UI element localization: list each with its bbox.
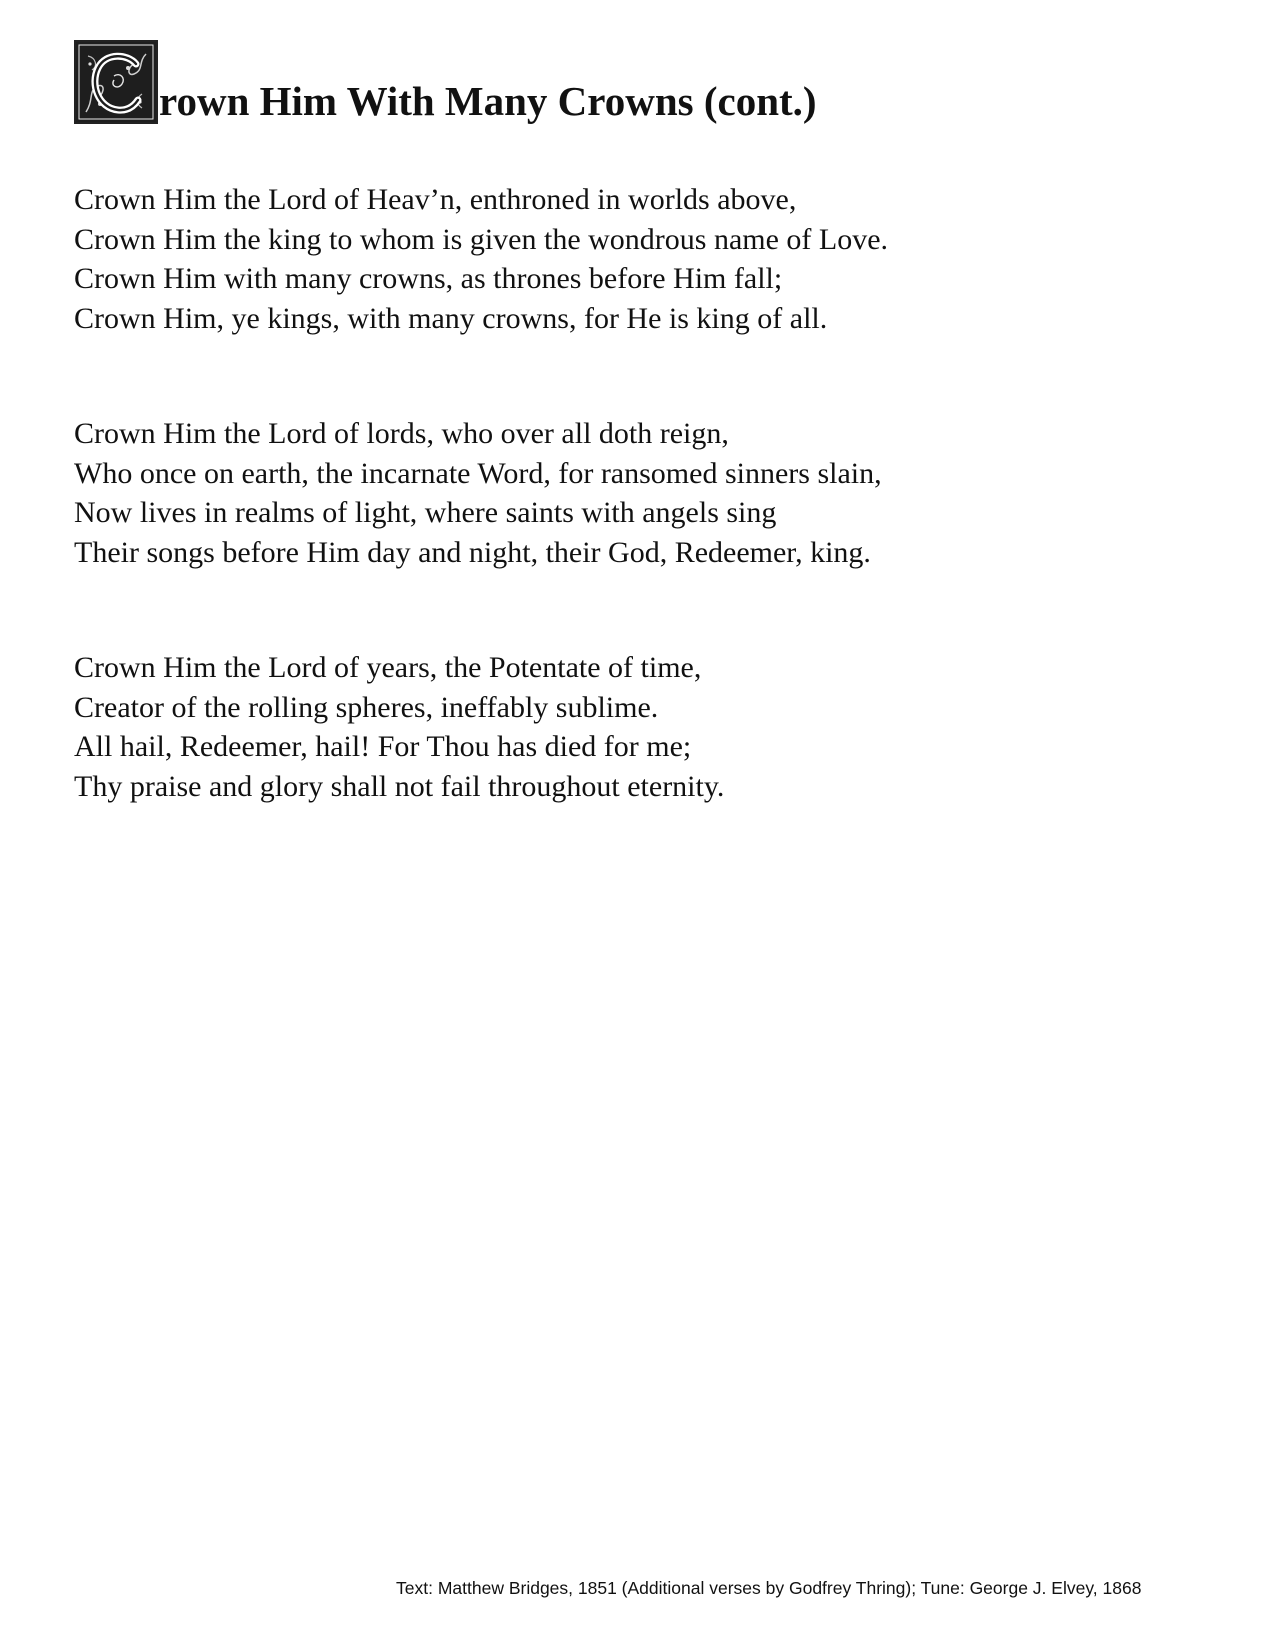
verse-line: Crown Him the Lord of years, the Potentate of time,: [74, 651, 702, 684]
title-text: rown Him With Many Crowns (cont.): [159, 78, 817, 124]
verse-line: Crown Him the Lord of Heav’n, enthroned in worlds above,: [74, 183, 797, 216]
verse-line: Crown Him, ye kings, with many crowns, for He is king of all.: [74, 301, 828, 335]
verse-line: Their songs before Him day and night, their God, Redeemer, king.: [74, 535, 871, 569]
ornamental-drop-cap-icon: [74, 40, 158, 124]
verse-line: All hail, Redeemer, hail! For Thou has died for me;: [74, 730, 692, 763]
stanza: [74, 648, 1174, 806]
verse-line: Now lives in realms of light, where saints with angels sing: [74, 496, 777, 529]
verse-line: Crown Him with many crowns, as thrones before Him fall;: [74, 262, 783, 295]
verse-line: Creator of the rolling spheres, ineffably sublime.: [74, 690, 659, 724]
stanza: [74, 180, 1174, 338]
stanza: [74, 414, 1174, 572]
credit-line: Text: Matthew Bridges, 1851 (Additional verses by Godfrey Thring); Tune: George J. Elvey, 1868: [396, 1578, 1142, 1598]
page-title: [74, 36, 817, 124]
verse-line: Crown Him the Lord of lords, who over all doth reign,: [74, 417, 729, 450]
verse-line: Who once on earth, the incarnate Word, for ransomed sinners slain,: [74, 456, 882, 490]
verse-line: Thy praise and glory shall not fail throughout eternity.: [74, 769, 725, 803]
verse-line: Crown Him the king to whom is given the wondrous name of Love.: [74, 222, 889, 256]
hymn-verses: [74, 180, 1174, 882]
